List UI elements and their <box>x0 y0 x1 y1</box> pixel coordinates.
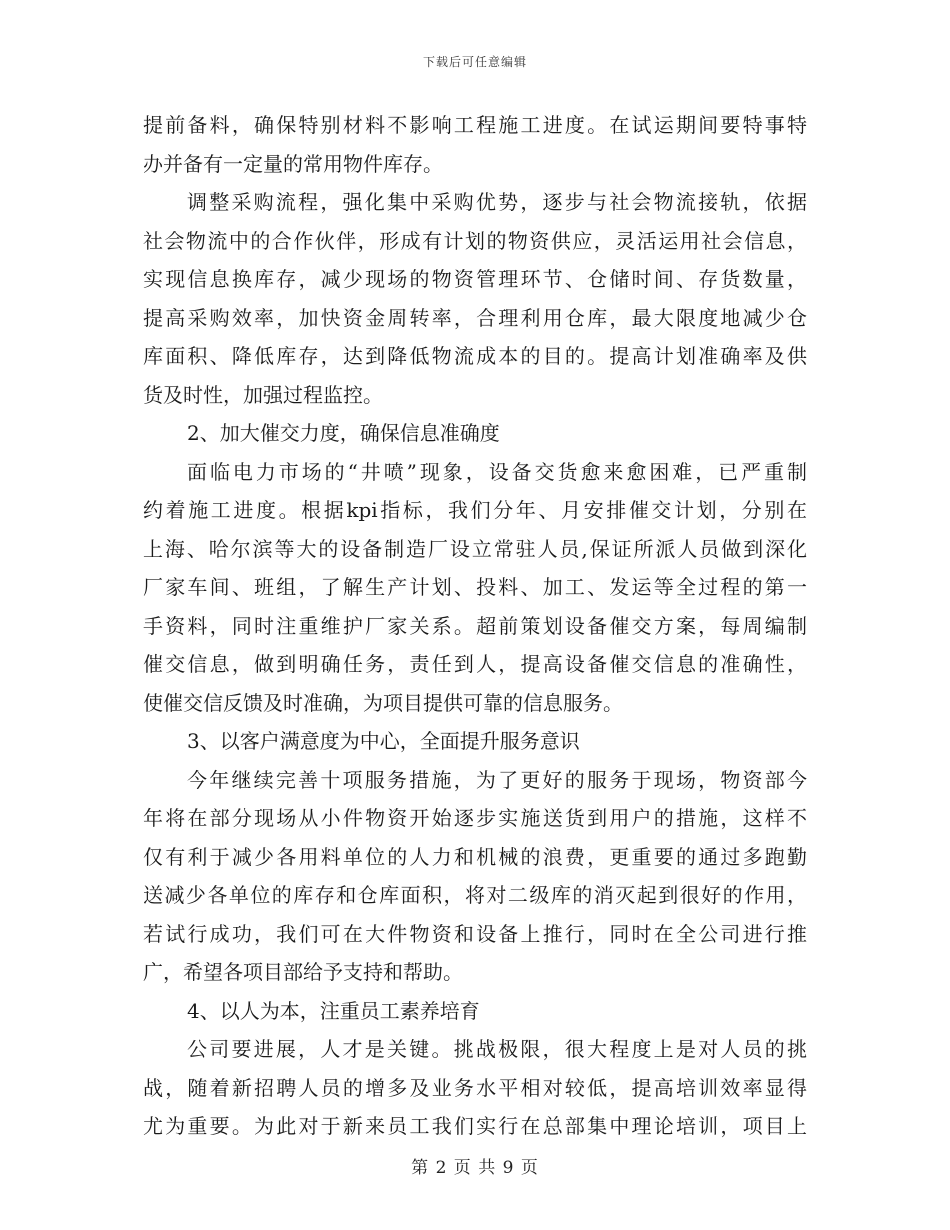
text-line: 社会物流中的合作伙伴，形成有计划的物资供应，灵活运用社会信息， <box>143 228 807 253</box>
text-line: 办并备有一定量的常用物件库存。 <box>143 151 443 176</box>
text-line: 仅有利于减少各用料单位的人力和机械的浪费，更重要的通过多跑勤 <box>143 844 807 869</box>
text-line: 使催交信反馈及时准确，为项目提供可靠的信息服务。 <box>143 690 623 715</box>
page-number-footer: 第 2 页 共 9 页 <box>411 1158 539 1178</box>
text-line: 上海、哈尔滨等大的设备制造厂设立常驻人员,保证所派人员做到深化 <box>143 536 807 561</box>
text-line: 实现信息换库存，减少现场的物资管理环节、仓储时间、存货数量， <box>143 267 807 291</box>
text-line: 2、加大催交力度，确保信息准确度 <box>187 421 500 445</box>
text-line: 年将在部分现场从小件物资开始逐步实施送货到用户的措施，这样不 <box>143 806 807 830</box>
text-line: 若试行成功，我们可在大件物资和设备上推行，同时在全公司进行推 <box>143 921 807 946</box>
text-line: 提高采购效率，加快资金周转率，合理利用仓库，最大限度地减少仓 <box>143 305 807 330</box>
text-line: 尤为重要。为此对于新来员工我们实行在总部集中理论培训，项目上 <box>143 1114 807 1138</box>
text-line: 约着施工进度。根据kpi指标，我们分年、月安排催交计划，分别在 <box>143 498 807 522</box>
text-line: 货及时性，加强过程监控。 <box>143 382 383 407</box>
text-line: 广，希望各项目部给予支持和帮助。 <box>143 960 463 984</box>
text-line: 今年继续完善十项服务措施，为了更好的服务于现场，物资部今 <box>187 767 807 792</box>
text-line: 催交信息，做到明确任务，责任到人，提高设备催交信息的准确性， <box>143 652 807 676</box>
text-line: 送减少各单位的库存和仓库面积，将对二级库的消灭起到很好的作用， <box>143 883 807 907</box>
text-line: 公司要进展，人才是关键。挑战极限，很大程度上是对人员的挑 <box>187 1037 807 1061</box>
text-line: 战，随着新招聘人员的增多及业务水平相对较低，提高培训效率显得 <box>143 1075 807 1100</box>
text-line: 提前备料，确保特别材料不影响工程施工进度。在试运期间要特事特 <box>143 113 807 137</box>
document-body <box>143 106 807 1146</box>
text-line: 面临电力市场的“井喷”现象，设备交货愈来愈困难，已严重制 <box>187 459 807 484</box>
page-header: 下载后可任意编辑 <box>422 55 527 69</box>
text-line: 4、以人为本，注重员工素养培育 <box>187 998 480 1023</box>
text-line: 库面积、降低库存，达到降低物流成本的目的。提高计划准确率及供 <box>143 344 807 368</box>
text-line: 3、以客户满意度为中心，全面提升服务意识 <box>187 729 580 753</box>
text-line: 调整采购流程，强化集中采购优势，逐步与社会物流接轨，依据 <box>187 190 807 214</box>
text-line: 厂家车间、班组，了解生产计划、投料、加工、发运等全过程的第一 <box>143 575 807 599</box>
text-line: 手资料，同时注重维护厂家关系。超前策划设备催交方案，每周编制 <box>143 613 807 638</box>
